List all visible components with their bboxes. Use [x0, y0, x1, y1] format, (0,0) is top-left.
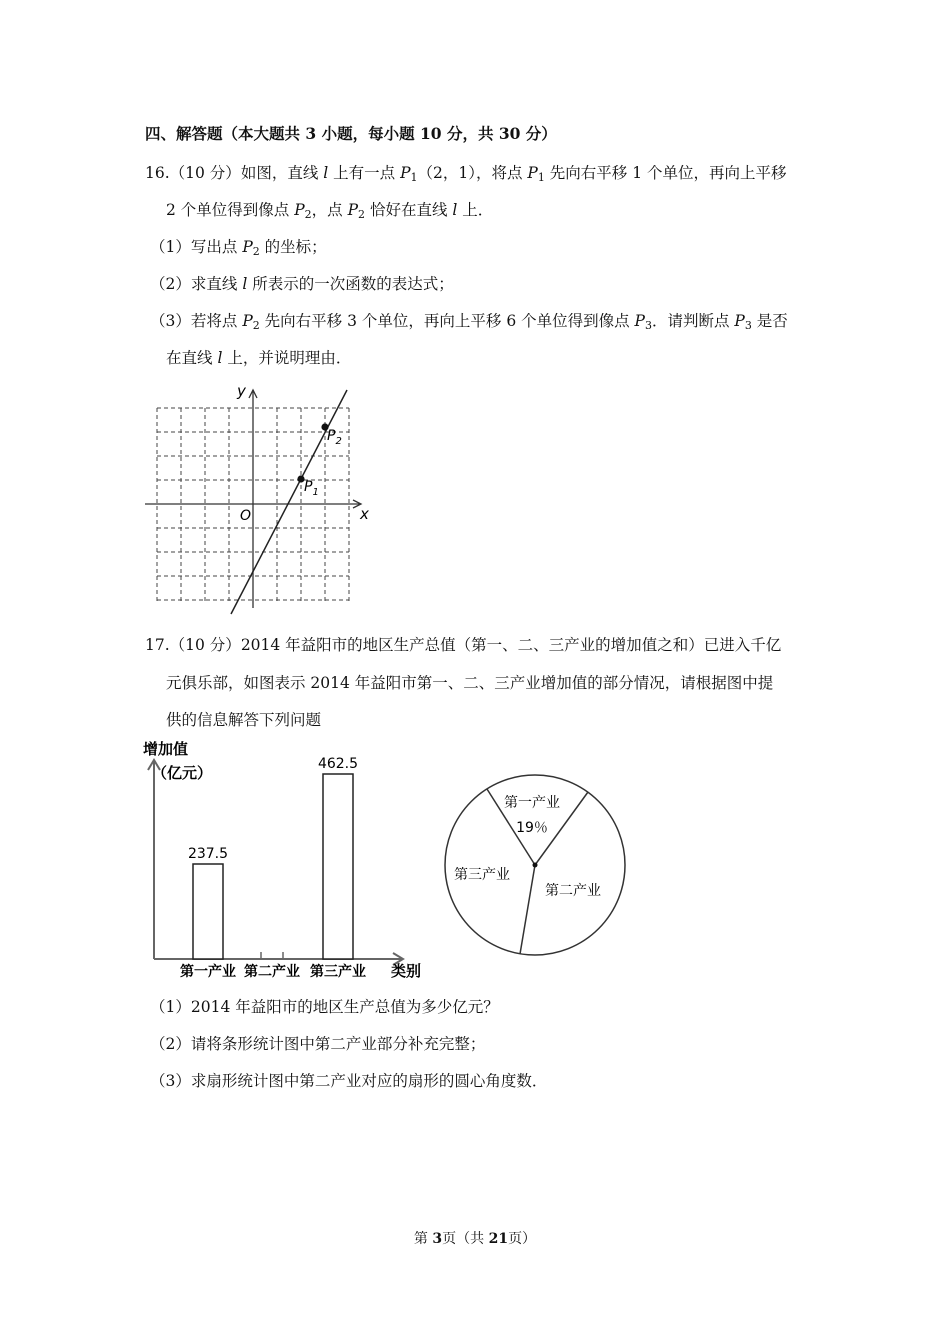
bar-category-label-1: 第一产业 [180, 964, 236, 980]
bar-chart-xlabel: 类别 [391, 962, 422, 980]
q17-line-3: 供的信息解答下列问题 [166, 711, 322, 729]
pie-label-1: 第一产业 [504, 795, 560, 811]
q16-points: （10 分） [169, 164, 241, 182]
bar-category-label-2: 第二产业 [244, 964, 300, 980]
y-axis-label: y [237, 382, 246, 400]
q16-line-2: 2 个单位得到像点 $P_2$，点 $P_2$ 恰好在直线 l 上． [166, 201, 494, 221]
q17-sub-3: （3）求扇形统计图中第二产业对应的扇形的圆心角度数． [150, 1072, 548, 1090]
q16-sub-1: （1）写出点 $P_2$ 的坐标； [150, 238, 327, 258]
q16-coordinate-graph [140, 380, 380, 620]
line-l [231, 390, 347, 614]
bar-1 [193, 864, 223, 959]
bars [180, 756, 366, 980]
bar-chart-ylabel: 增加值 [143, 740, 189, 758]
pie-label-3: 第三产业 [454, 867, 510, 883]
q17-line-2: 元俱乐部，如图表示 2014 年益阳市第一、二、三产业增加值的部分情况，请根据图中提 [166, 674, 774, 692]
page-total: 21 [488, 1231, 509, 1247]
q17-sub-1: （1）2014 年益阳市的地区生产总值为多少亿元？ [150, 998, 499, 1016]
q16-sub-3-cont: 在直线 l 上，并说明理由． [166, 349, 352, 367]
point-p1-label: $P_1$ [304, 479, 319, 498]
bar-chart-yunit: （亿元） [152, 764, 213, 782]
pie-chart [440, 774, 630, 958]
pie-label-2: 第二产业 [545, 883, 601, 899]
q16-number: 16. [145, 164, 170, 182]
section-heading: 四、解答题（本大题共 3 小题，每小题 10 分，共 30 分） [145, 124, 557, 143]
q17-line-1: 17.（10 分）2014 年益阳市的地区生产总值（第一、二、三产业的增加值之和）已进入千亿 [145, 636, 782, 654]
bar-3 [323, 774, 353, 959]
page-number: 3 [432, 1231, 443, 1247]
x-axis-label: x [360, 505, 369, 523]
bar-value-label-1: 237.5 [187, 846, 229, 862]
pie-value-1: 19％ [516, 820, 548, 836]
pie-center [533, 863, 538, 868]
q16-sub-2: （2）求直线 l 所表示的一次函数的表达式； [150, 275, 454, 293]
origin-label: O [239, 508, 251, 524]
q16-line-1: 16.（10 分）如图，直线 l 上有一点 $P_1(2$，1），将点 $P_1$ 先向右平移 1 个单位，再向上平移 [145, 164, 787, 184]
q17-number: 17. [145, 636, 170, 654]
bar-chart [140, 738, 440, 988]
q17-points: （10 分） [169, 636, 241, 654]
page-footer: 第 3页（共 21页） [413, 1231, 537, 1247]
bar-value-label-3: 462.5 [317, 756, 359, 772]
q17-sub-2: （2）请将条形统计图中第二产业部分补充完整； [150, 1035, 486, 1053]
bar-category-label-3: 第三产业 [310, 964, 366, 980]
q16-sub-3: （3）若将点 $P_2$ 先向右平移 3 个单位，再向上平移 6 个单位得到像点 $P_3$．请判断点 $P_3$ 是否 [150, 312, 788, 332]
point-p2-label: $P_2$ [327, 428, 342, 447]
